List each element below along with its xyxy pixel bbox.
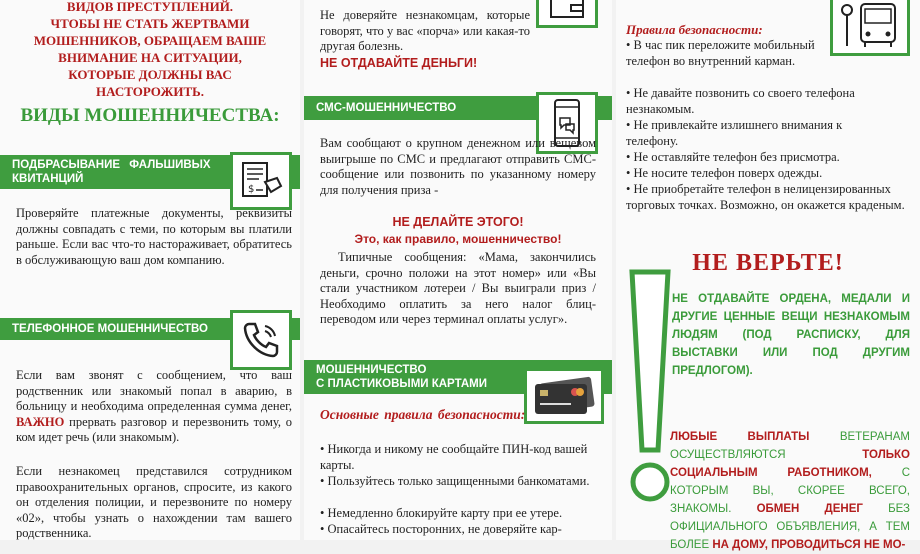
intro-line: ЧТОБЫ НЕ СТАТЬ ЖЕРТВАМИ (50, 16, 250, 31)
dont-believe-heading: НЕ ВЕРЬТЕ! (692, 250, 844, 276)
sms-warning-fraud: Это, как правило, мошенничество! (354, 232, 562, 246)
payments-any: ЛЮБЫЕ ВЫПЛАТЫ (670, 431, 810, 443)
medals-warning: НЕ ОТДАВАЙТЕ ОРДЕНА, МЕДАЛИ И ДРУГИЕ ЦЕННЫЕ ВЕЩИ НЕЗНАКОМЫМ ЛЮДЯМ (ПОД РАСПИСКУ, ДЛЯ ВЫСТАВКИ ИЛИ ПОД ДРУГИМ ПРЕДЛОГОМ). (672, 293, 910, 377)
transport-icon-box (830, 0, 910, 56)
intro-line: ВНИМАНИЕ НА СИТУАЦИИ, (58, 50, 242, 65)
intro-line: КОТОРЫЕ ДОЛЖНЫ ВАС (68, 67, 232, 82)
home-label: НА ДОМУ, ПРОВОДИТЬСЯ НЕ МО- (712, 539, 906, 551)
top-text: Не доверяйте незнакомцам, которые говорят, что у вас «порча» или какая-то другая болезнь. (320, 8, 530, 53)
phone-text-police: Если незнакомец представился сотрудником правоохранительных органов, спросите, из какого он отделения полиции, и перезвоните по номеру «02», чтобы узнать о нахождении там вашего родственника. (16, 464, 292, 540)
payments-only: ТОЛЬКО СОЦИАЛЬНЫМ РАБОТНИКОМ, (670, 449, 910, 479)
receipts-text: Проверяйте платежные документы, реквизиты должны совпадать с теми, по которым вы платили раньше. Если вас что-то настораживает, обратитесь в обслуживающую ваш дом компанию. (16, 206, 292, 267)
top-warning: НЕ ОТДАВАЙТЕ ДЕНЬГИ! (320, 56, 478, 70)
payments-warning (670, 428, 910, 554)
credit-card-icon (531, 376, 597, 416)
cards-bar-line: МОШЕННИЧЕСТВО (316, 364, 427, 376)
intro-line: МОШЕННИКОВ, ОБРАЩАЕМ ВАШЕ (33, 33, 267, 48)
intro-line: ВИДОВ ПРЕСТУПЛЕНИЙ. (66, 0, 234, 14)
phone-text-part2: прервать разговор и перезвонить тому, о ком идет речь (или знакомым). (16, 414, 293, 444)
cards-rules-heading: Основные правила безопасности: (320, 407, 526, 422)
receipts-bar-line: КВИТАНЦИЙ (12, 173, 84, 185)
exchange-text: БЕЗ ОФИЦИАЛЬНОГО ОБЪЯВЛЕНИЯ, А ТЕМ БОЛЕЕ (670, 503, 911, 551)
bus-stop-icon (837, 0, 903, 50)
exchange-label: ОБМЕН ДЕНЕГ (756, 503, 863, 515)
cards-rule: • Немедленно блокируйте карту при ее утере. (320, 506, 563, 520)
phone-text (16, 368, 292, 446)
wallet-icon-box (536, 0, 598, 28)
payments-text-2: С КОТОРЫМ ВЫ, СКОРЕЕ ВСЕГО, ЗНАКОМЫ. (670, 467, 910, 515)
wallet-icon (547, 0, 587, 21)
rule-item: • Не оставляйте телефон без присмотра. (626, 150, 840, 164)
cards-bar-line: С ПЛАСТИКОВЫМИ КАРТАМИ (316, 378, 488, 390)
rule-item: • Не носите телефон поверх одежды. (626, 166, 823, 180)
rule-item: • В час пик переложите мобильный телефон во внутренний карман. (626, 38, 815, 68)
cards-icon-box (524, 368, 604, 424)
intro-line: НАСТОРОЖИТЬ. (96, 84, 204, 99)
rules-heading: Правила безопасности: (626, 22, 763, 37)
right-column (616, 0, 920, 551)
receipts-bar-line: ПОДБРАСЫВАНИЕ ФАЛЬШИВЫХ (12, 159, 211, 171)
payments-text: ВЕТЕРАНАМ ОСУЩЕСТВЛЯЮТСЯ (670, 431, 910, 461)
sms-bar: СМС-МОШЕННИЧЕСТВО (304, 96, 612, 120)
phone-icon-box (230, 310, 292, 370)
cards-rule: • Пользуйтесь только защищенными банкоматами. (320, 474, 590, 488)
svg-text:$: $ (248, 184, 255, 195)
middle-column (304, 0, 612, 540)
rule-item: • Не привлекайте излишнего внимания к телефону. (626, 118, 843, 148)
sms-text: Вам сообщают о крупном денежном или вещевом выигрыше по СМС и предлагают отправить СМС-сообщение или позвонить по указанному номеру для получения приза - (320, 136, 596, 197)
left-column (0, 0, 300, 540)
phone-bar: ТЕЛЕФОННОЕ МОШЕННИЧЕСТВО (0, 318, 300, 340)
receipt-icon-box (230, 152, 292, 210)
sms-examples: Типичные сообщения: «Мама, закончились деньги, срочно положи на этот номер» или «Вы стали участником лотереи / Вы выиграли приз / Необходимо оплатить за него налог блиц-переводом или через терминал оплаты услуг». (320, 250, 596, 326)
sms-warning: НЕ ДЕЛАЙТЕ ЭТОГО! (392, 215, 524, 229)
receipt-icon (237, 160, 285, 202)
types-heading: ВИДЫ МОШЕННИЧЕСТВА: (20, 105, 280, 126)
phone-icon (239, 318, 283, 362)
phone-text-part1: Если вам звонят с сообщением, что ваш родственник или знакомый попал в аварию, в больницу и необходима определенная сумма денег, (16, 368, 292, 413)
intro-block (0, 0, 300, 100)
cards-rule: • Никогда и никому не сообщайте ПИН-код вашей карты. (320, 442, 588, 472)
rule-item: • Не приобретайте телефон в нелицензированных торговых точках. Возможно, он окажется краденым. (626, 182, 905, 212)
rule-item: • Не давайте позвонить со своего телефона незнакомым. (626, 86, 855, 116)
phone-important: ВАЖНО (16, 414, 65, 429)
cards-rule: • Опасайтесь посторонних, не доверяйте кар- (320, 522, 562, 536)
